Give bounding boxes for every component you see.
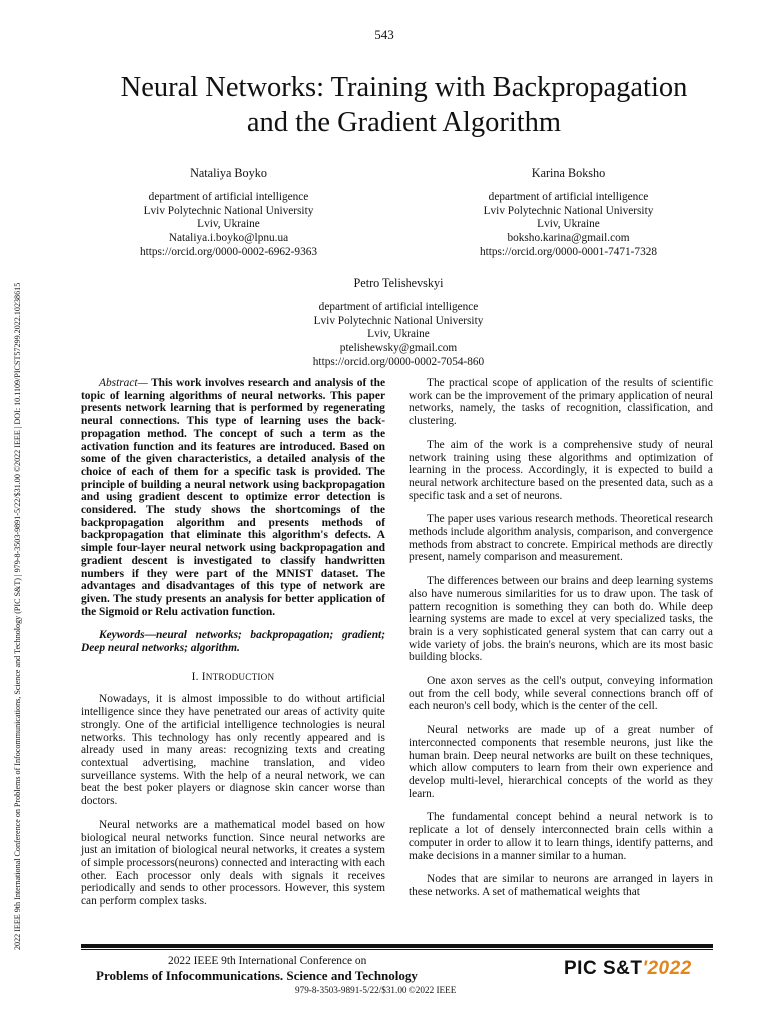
right-column xyxy=(409,377,713,910)
footer-topic: Problems of Infocommunications. Science and Technology xyxy=(96,968,418,983)
paragraph: The aim of the work is a comprehensive study of neural network training using these algorithms and optimization of learning in the process. Accordingly, it is expected to build a neural network architecture based on the presented data, such as a specific task and a set of neurons. xyxy=(409,438,713,502)
paragraph: The fundamental concept behind a neural network is to replicate a lot of densely interconnected brain cells within a computer in order to allow it to learn things, identify patterns, and make decisions in a manner similar to a human. xyxy=(409,811,713,862)
author-block-2 xyxy=(440,167,697,260)
author-university: Lviv Polytechnic National University xyxy=(483,204,654,217)
abstract-label: Abstract— xyxy=(99,377,148,389)
author-name: Nataliya Boyko xyxy=(190,166,267,180)
conference-logo xyxy=(564,958,714,982)
paragraph: Nowadays, it is almost impossible to do without artificial intelligence since they have penetrated our areas of activity quite strongly. One of the artificial intelligence technologies is neural networks. This technology has only recently appeared and is already used in many areas: recognizing texts and creating contextual advertising, machine translation, and video surveillance systems. With the help of a neural network, we can beat the best poker players or diagnose skin cancer worse than doctors. xyxy=(81,693,385,808)
author-name: Petro Telishevskyi xyxy=(353,276,444,290)
paragraph: The paper uses various research methods. Theoretical research methods include algorithm analysis, comparison, and convergence methods from abstract to concrete. Empirical methods are directly present, namely comparison and measurement. xyxy=(409,513,713,564)
author-email[interactable]: Nataliya.i.boyko@lpnu.ua xyxy=(168,232,289,245)
paragraph: Nodes that are similar to neurons are arranged in layers in these networks. A set of mathematical weights that xyxy=(409,873,713,898)
author-email[interactable]: boksho.karina@gmail.com xyxy=(507,232,630,245)
logo-text-right: '2022 xyxy=(642,958,692,979)
section-title-rest: NTRODUCTION xyxy=(205,671,275,682)
author-department: department of artificial intelligence xyxy=(488,190,649,203)
author-department: department of artificial intelligence xyxy=(318,300,479,313)
section-title-initial: I xyxy=(201,670,206,683)
author-orcid[interactable]: https://orcid.org/0000-0001-7471-7328 xyxy=(479,245,658,258)
footer-copyright-code: 979-8-3503-9891-5/22/$31.00 ©2022 IEEE xyxy=(295,985,457,995)
author-university: Lviv Polytechnic National University xyxy=(313,314,484,327)
title-line-2: and the Gradient Algorithm xyxy=(246,107,562,138)
abstract xyxy=(81,377,385,618)
author-orcid[interactable]: https://orcid.org/0000-0002-7054-860 xyxy=(312,355,485,368)
abstract-text: This work involves research and analysis of the topic of learning algorithms of neural networks. This paper presents network learning that is performed by regenerating neural connections. This type of learning uses the back-propagation method. The concept of such a term as the activation function and its features are introduced. Based on some of the given characteristics, a detailed analysis of the choice of each of them for a specific task is provided. The principle of building a neural network using backpropagation and using gradient descent to optimize error detection is considered. The study shows the shortcomings of the backpropagation algorithm and presents methods of backpropagation that eliminate this algorithm's defects. A simple four-layer neural network using backpropagation and gradient descent is investigated to classify handwritten numbers if they were part of the MNIST dataset. The advantages and disadvantages of this type of network are given. The study presents an analysis for better application of the Sigmoid or Relu activation function. xyxy=(81,377,385,618)
page-number: 543 xyxy=(374,27,394,42)
author-university: Lviv Polytechnic National University xyxy=(143,204,314,217)
paragraph: Neural networks are a mathematical model based on how biological neural networks function. Since neural networks are just an imitation of biological neural networks, it creates a system of simple processors(neurons) connected and interacting with each other. Each processor only deals with signals it receives periodically and sends to other processors. However, this system can perform complex tasks. xyxy=(81,818,385,908)
author-block-1 xyxy=(100,167,357,260)
section-heading-introduction xyxy=(81,671,385,684)
author-name: Karina Boksho xyxy=(531,166,606,180)
paragraph: One axon serves as the cell's output, conveying information out from the cell body, while several connections branch off of each neuron's cell body, which is the center of the cell. xyxy=(409,675,713,713)
keywords: Keywords—neural networks; backpropagation; gradient; Deep neural networks; algorithm. xyxy=(81,629,385,655)
footer-conference: 2022 IEEE 9th International Conference on xyxy=(168,955,367,967)
author-email[interactable]: ptelishewsky@gmail.com xyxy=(339,342,458,355)
footer-rule-thin xyxy=(81,949,713,950)
author-city: Lviv, Ukraine xyxy=(197,218,260,231)
author-city: Lviv, Ukraine xyxy=(537,218,600,231)
logo-text-left: PIC S&T xyxy=(564,958,643,979)
author-orcid[interactable]: https://orcid.org/0000-0002-6962-9363 xyxy=(139,245,318,258)
title-line-1: Neural Networks: Training with Backpropagation xyxy=(120,72,688,103)
left-column xyxy=(81,377,385,919)
author-department: department of artificial intelligence xyxy=(148,190,309,203)
author-city: Lviv, Ukraine xyxy=(367,328,430,341)
paper-title xyxy=(60,70,748,140)
footer-rule xyxy=(81,944,713,948)
side-note-doi: 2022 IEEE 9th International Conference on Problems of Infocommunications, Science and Technology (PIC S&T) | 979-8-3503-9891-5/22/$31.00 ©2022 IEEE | DOI: 10.1109/PICST57299.2022.10238615 xyxy=(13,282,22,950)
paragraph: Neural networks are made up of a great number of interconnected components that resemble neurons, just like the human brain. Deep neural networks are built on these techniques, which allow computers to learn from their own experience and develop multi-level, hierarchical concepts of the world as they learn. xyxy=(409,724,713,800)
section-number: I. xyxy=(191,670,199,683)
author-block-3 xyxy=(270,277,527,370)
paragraph: The practical scope of application of the results of scientific work can be the improvement of the primary application of neural networks, namely, the tasks of recognition, classification, and clustering. xyxy=(409,377,713,428)
paragraph: The differences between our brains and deep learning systems also have numerous similarities for us to draw upon. The task of pattern recognition is something they can both do. While deep learning systems are made to excel at very specialized tasks, the brain is a very sophisticated general system that can carry out a wide variety of jobs. the brain's neurons, which are its most basic building blocks. xyxy=(409,575,713,664)
